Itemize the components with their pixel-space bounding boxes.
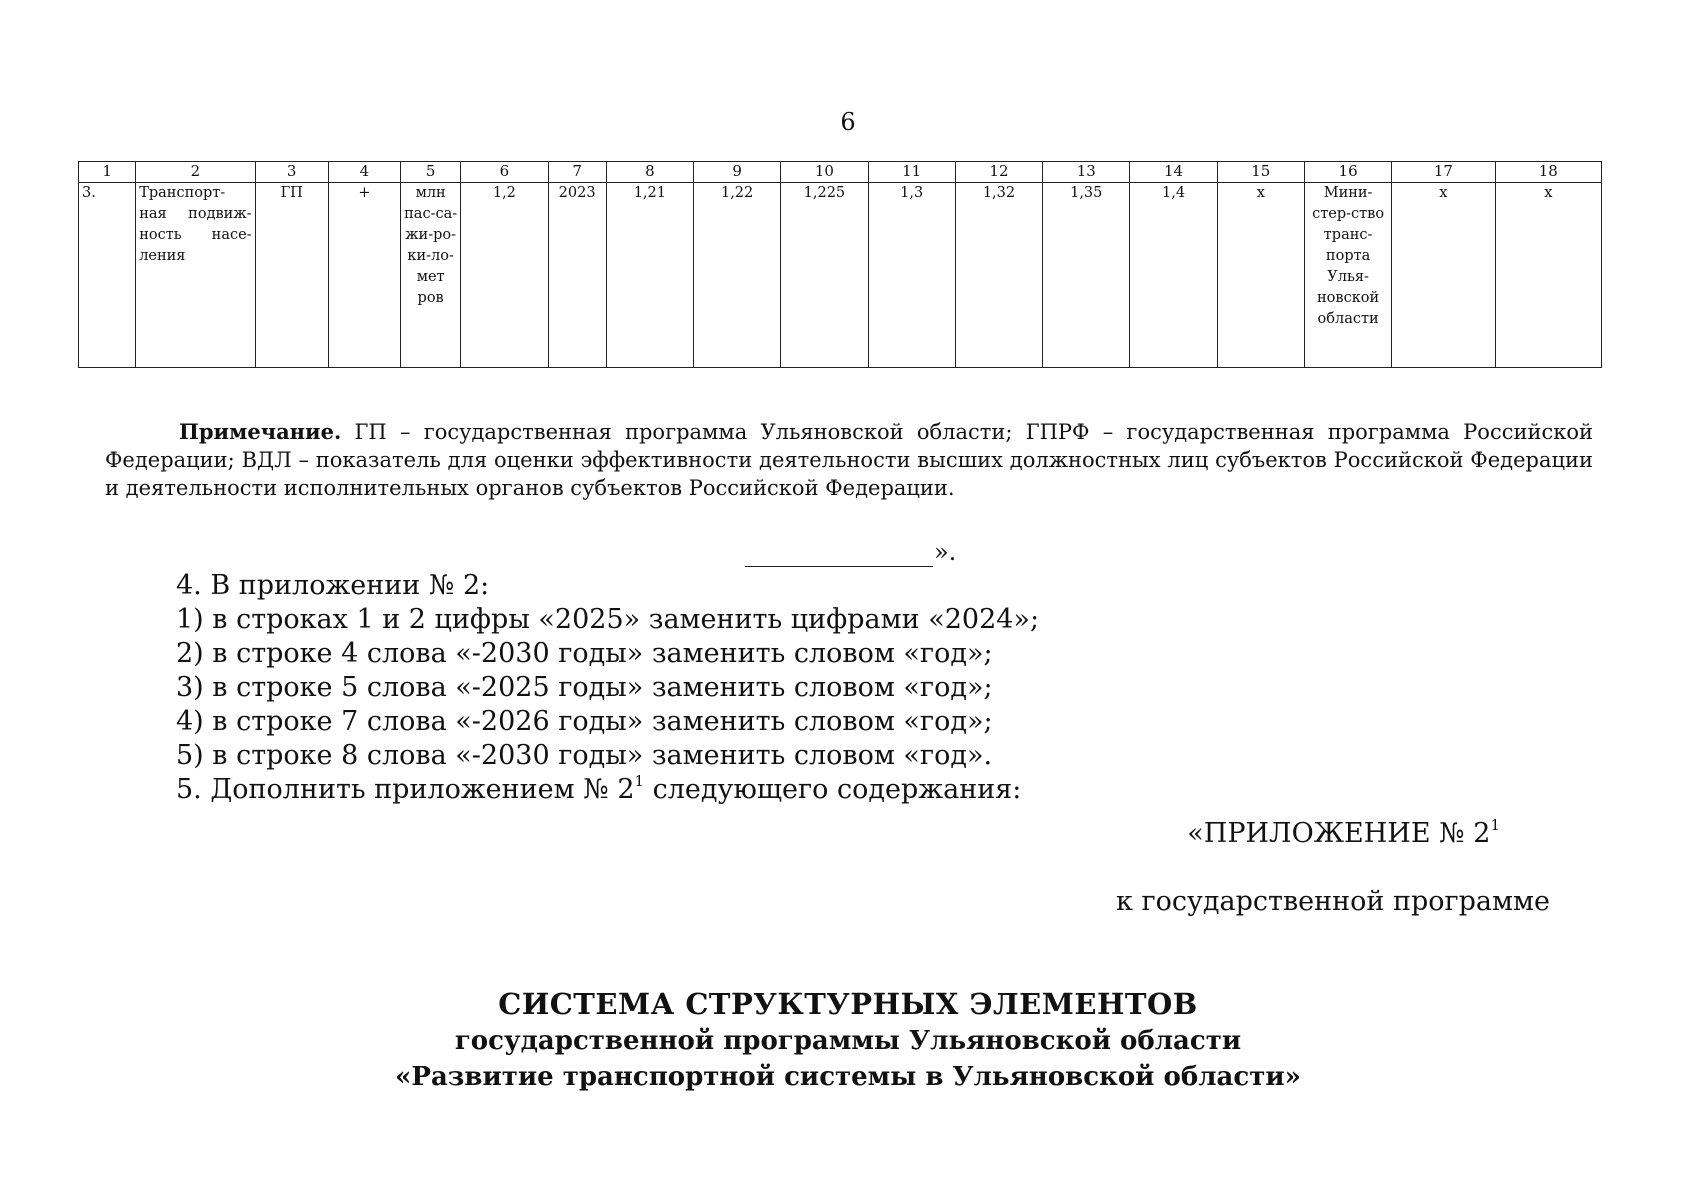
col-num-3: 3	[255, 162, 328, 183]
cell-growth-sign: +	[328, 183, 400, 368]
table-note	[105, 418, 1593, 502]
cell-value-8: 1,21	[606, 183, 693, 368]
cell-value-15: x	[1217, 183, 1304, 368]
heading-line-2: государственной программы Ульяновской области	[454, 1026, 1242, 1056]
cell-value-11: 1,3	[868, 183, 955, 368]
col-num-8: 8	[606, 162, 693, 183]
closing-quote: ».	[934, 538, 957, 566]
cell-value-13: 1,35	[1043, 183, 1130, 368]
col-num-13: 13	[1043, 162, 1130, 183]
col-num-2: 2	[136, 162, 255, 183]
col-num-18: 18	[1495, 162, 1601, 183]
indicators-table	[78, 161, 1602, 368]
signature-underline	[745, 544, 933, 567]
page-number: 6	[840, 108, 856, 136]
amendment-line: 5) в строке 8 слова «-2030 годы» заменить словом «год».	[176, 740, 993, 771]
amendment-line: 2) в строке 4 слова «-2030 годы» заменить словом «год»;	[176, 638, 993, 669]
col-num-14: 14	[1130, 162, 1217, 183]
col-num-15: 15	[1217, 162, 1304, 183]
amendments-list	[176, 569, 1039, 807]
amendment-line: 4. В приложении № 2:	[176, 570, 490, 601]
superscript: 1	[634, 772, 645, 790]
amendment-text: следующего содержания:	[644, 774, 1022, 805]
cell-indicator-level: ГП	[255, 183, 328, 368]
col-num-10: 10	[781, 162, 868, 183]
col-num-11: 11	[868, 162, 955, 183]
col-num-7: 7	[548, 162, 606, 183]
col-num-9: 9	[693, 162, 780, 183]
note-text: ГП – государственная программа Ульяновской области; ГПРФ – государственная программа Российской Федерации; ВДЛ – показатель для оценки эффективности деятельности высших должностных лиц субъектов Российской Федерации и деятельности исполнительных органов субъектов Российской Федерации.	[105, 420, 1593, 500]
col-num-16: 16	[1304, 162, 1391, 183]
cell-value-18: x	[1495, 183, 1601, 368]
column-number-row	[79, 162, 1602, 183]
table-row	[79, 183, 1602, 368]
col-num-6: 6	[461, 162, 548, 183]
cell-value-17: x	[1392, 183, 1495, 368]
cell-indicator-name: Транспорт-ная подвиж-ность насе-ления	[136, 183, 255, 368]
note-label: Примечание.	[179, 419, 342, 444]
heading-line-1: СИСТЕМА СТРУКТУРНЫХ ЭЛЕМЕНТОВ	[498, 987, 1198, 1021]
appendix-title	[1187, 818, 1500, 849]
cell-row-number: 3.	[79, 183, 136, 368]
cell-value-10: 1,225	[781, 183, 868, 368]
amendment-line	[176, 773, 1039, 807]
cell-responsible: Мини-стер-ство транс-порта Улья-новской области	[1304, 183, 1391, 368]
amendment-line: 3) в строке 5 слова «-2025 годы» заменить словом «год»;	[176, 672, 993, 703]
col-num-17: 17	[1392, 162, 1495, 183]
col-num-12: 12	[955, 162, 1042, 183]
superscript: 1	[1490, 816, 1500, 834]
col-num-4: 4	[328, 162, 400, 183]
cell-value-9: 1,22	[693, 183, 780, 368]
amendment-line: 4) в строке 7 слова «-2026 годы» заменить словом «год»;	[176, 706, 993, 737]
amendment-text: 5. Дополнить приложением № 2	[176, 774, 635, 805]
heading-line-3: «Развитие транспортной системы в Ульяновской области»	[395, 1062, 1301, 1092]
appendix-subtitle: к государственной программе	[1116, 886, 1550, 917]
amendment-line: 1) в строках 1 и 2 цифры «2025» заменить цифрами «2024»;	[176, 604, 1040, 635]
document-heading	[0, 985, 1696, 1095]
cell-unit: млн пас-са-жи-ро-ки-ло-мет ров	[401, 183, 461, 368]
cell-value-14: 1,4	[1130, 183, 1217, 368]
cell-base-year: 2023	[548, 183, 606, 368]
col-num-1: 1	[79, 162, 136, 183]
cell-base-value: 1,2	[461, 183, 548, 368]
cell-value-12: 1,32	[955, 183, 1042, 368]
appendix-title-text: «ПРИЛОЖЕНИЕ № 2	[1187, 818, 1491, 849]
col-num-5: 5	[401, 162, 461, 183]
